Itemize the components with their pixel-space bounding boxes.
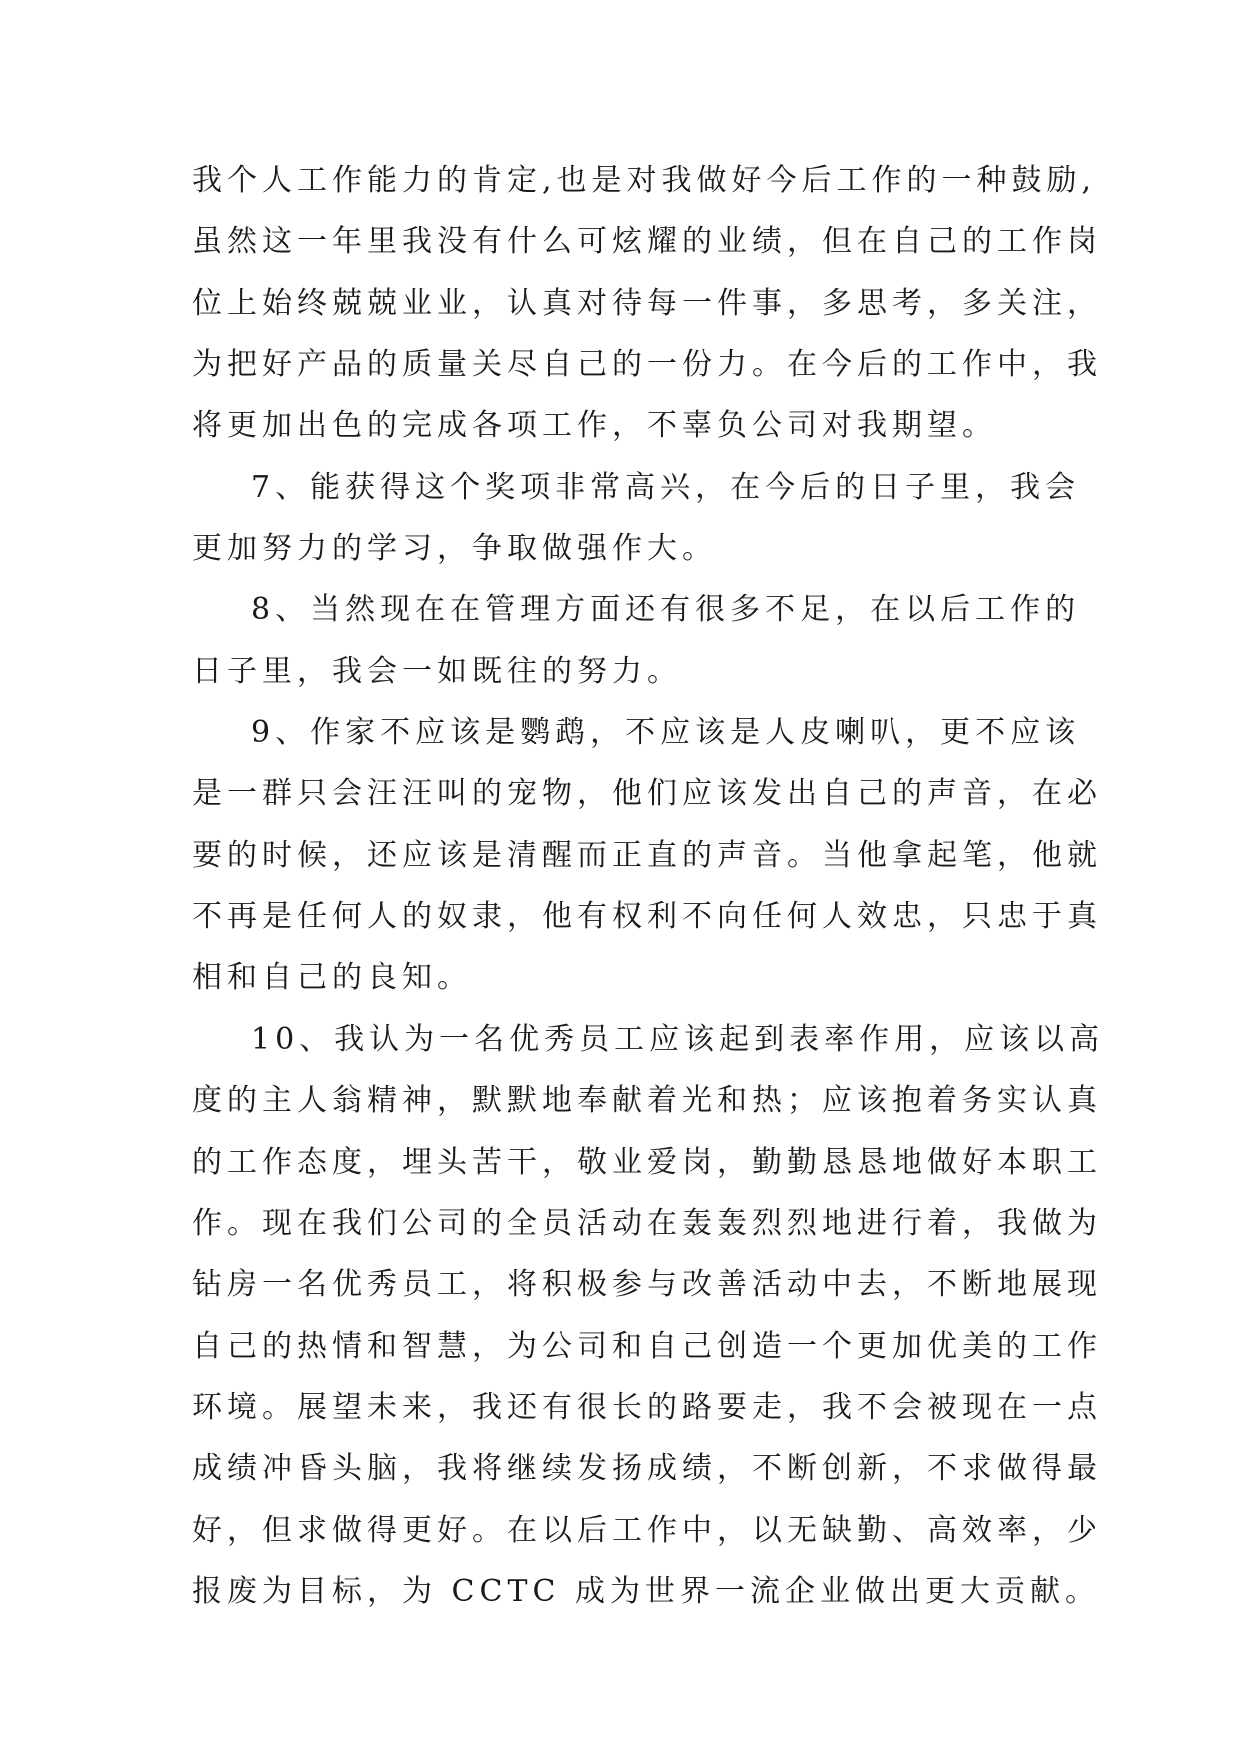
paragraph-10-first-line: 10、我认为一名优秀员工应该起到表率作用，应该以高 <box>251 1021 1105 1057</box>
text-line: 更加努力的学习，争取做强作大。 <box>192 531 717 567</box>
text-line: 报废为目标，为 CCTC 成为世界一流企业做出更大贡献。 <box>192 1573 1100 1609</box>
text-line: 为把好产品的质量关尽自己的一份力。在今后的工作中，我 <box>192 347 1102 383</box>
text-line: 不再是任何人的奴隶，他有权利不向任何人效忠，只忠于真 <box>192 899 1102 935</box>
text-line: 位上始终兢兢业业，认真对待每一件事，多思考，多关注， <box>192 285 1102 321</box>
text-line: 自己的热情和智慧，为公司和自己创造一个更加优美的工作 <box>192 1328 1102 1364</box>
text-line: 日子里，我会一如既往的努力。 <box>192 653 682 689</box>
document-body <box>192 150 1105 1622</box>
text-line: 好，但求做得更好。在以后工作中，以无缺勤、高效率，少 <box>192 1512 1102 1548</box>
text-line: 我个人工作能力的肯定,也是对我做好今后工作的一种鼓励, <box>192 163 1097 198</box>
text-line: 成绩冲昏头脑，我将继续发扬成绩，不断创新，不求做得最 <box>192 1451 1102 1487</box>
text-line: 的工作态度，埋头苦干，敬业爱岗，勤勤恳恳地做好本职工 <box>192 1144 1102 1180</box>
text-line: 度的主人翁精神，默默地奉献着光和热；应该抱着务实认真 <box>192 1083 1102 1119</box>
paragraph-7-first-line: 7、能获得这个奖项非常高兴，在今后的日子里，我会 <box>251 469 1081 505</box>
text-line: 钻房一名优秀员工，将积极参与改善活动中去，不断地展现 <box>192 1267 1102 1303</box>
text-line: 相和自己的良知。 <box>192 960 472 996</box>
text-line: 环境。展望未来，我还有很长的路要走，我不会被现在一点 <box>192 1389 1102 1425</box>
text-line: 将更加出色的完成各项工作，不辜负公司对我期望。 <box>192 408 997 444</box>
text-line: 是一群只会汪汪叫的宠物，他们应该发出自己的声音，在必 <box>192 776 1102 812</box>
paragraph-8-first-line: 8、当然现在在管理方面还有很多不足，在以后工作的 <box>251 592 1081 628</box>
text-line: 虽然这一年里我没有什么可炫耀的业绩，但在自己的工作岗 <box>192 224 1102 260</box>
text-line: 作。现在我们公司的全员活动在轰轰烈烈地进行着，我做为 <box>192 1205 1102 1241</box>
text-line: 要的时候，还应该是清醒而正直的声音。当他拿起笔，他就 <box>192 837 1102 873</box>
paragraph-9-first-line: 9、作家不应该是鹦鹉，不应该是人皮喇叭，更不应该 <box>251 715 1081 751</box>
